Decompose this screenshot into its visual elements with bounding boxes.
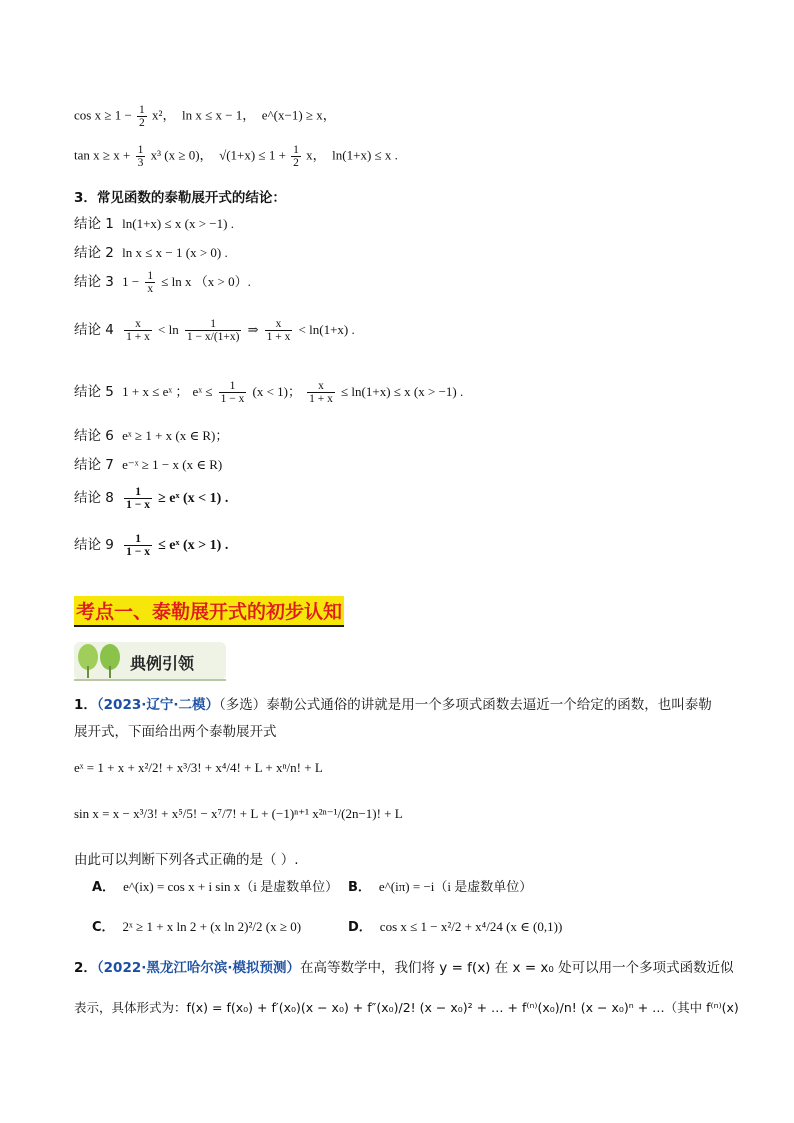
question-1-prompt: 由此可以判断下列各式正确的是（ ）. xyxy=(74,852,299,868)
fraction: $\frac{x}{1 + x}$ xyxy=(266,318,291,344)
question-text: 在高等数学中，我们将 y = f(x) 在 x = x₀ 处可以用一个多项式函数近似 xyxy=(300,960,734,976)
option-text: cos x ≤ 1 − x²/2 + x⁴/24 (x ∈ (0,1)) xyxy=(379,919,563,934)
fraction: $\frac{1}{1 - x}$ xyxy=(220,380,245,406)
conclusion-expr-post: ≤ ln x （x > 0）. xyxy=(161,274,251,290)
fraction: $\frac{1}{3}$ xyxy=(137,144,144,170)
fraction: $\frac{1}{2}$ xyxy=(293,144,299,170)
conclusion-expr-b-pre: eˣ ≤ xyxy=(192,384,213,400)
ineq-exp: e^(x−1) ≥ x， xyxy=(261,107,336,123)
fraction: $\frac{1}{x}$ xyxy=(147,270,154,296)
conclusion-expr-c-post: ≤ ln(1+x) ≤ x (x > −1) . xyxy=(341,384,464,400)
conclusion-4 xyxy=(74,318,355,343)
question-1-line-1 xyxy=(74,693,712,713)
conclusion-expr-implies: ⇒ xyxy=(247,322,259,338)
conclusion-label: 结论 9 xyxy=(74,537,114,554)
conclusion-2 xyxy=(74,241,228,261)
option-label: D． xyxy=(348,920,372,935)
conclusion-expr-post: ≤ eˣ (x > 1) . xyxy=(158,538,229,554)
question-1-line-2: 展开式，下面给出两个泰勒展开式 xyxy=(74,724,277,740)
conclusion-label: 结论 6 xyxy=(74,428,114,444)
heading-3: 3．常见函数的泰勒展开式的结论： xyxy=(74,190,286,206)
conclusion-expr-mid: < ln xyxy=(158,322,179,338)
question-number: 1． xyxy=(74,697,97,713)
question-source: （2023·辽宁·二模） xyxy=(96,697,219,713)
fraction: $\frac{x}{1 + x}$ xyxy=(309,380,333,406)
option-text: e^(iπ) = −i（i 是虚数单位） xyxy=(378,879,533,894)
ineq-ln1x: ln(1+x) ≤ x . xyxy=(332,147,398,163)
conclusion-expr: ln x ≤ x − 1 (x > 0) . xyxy=(122,245,228,260)
conclusion-label: 结论 4 xyxy=(74,322,114,339)
conclusion-label: 结论 7 xyxy=(74,457,114,473)
conclusion-1 xyxy=(74,212,234,232)
fraction: $\frac{x}{1 + x}$ xyxy=(126,318,150,344)
conclusion-label: 结论 2 xyxy=(74,245,114,261)
ineq-sqrt-pre: √(1+x) ≤ 1 + xyxy=(219,147,286,163)
conclusion-7 xyxy=(74,453,222,473)
conclusion-9 xyxy=(74,533,228,558)
option-text: 2ˣ ≥ 1 + x ln 2 + (x ln 2)²/2 (x ≥ 0) xyxy=(122,919,302,934)
ineq-ln: ln x ≤ x − 1， xyxy=(181,107,256,123)
ineq-tan-pre: tan x ≥ x + xyxy=(74,147,131,163)
question-2-line-2: 表示，具体形式为：f(x) = f(x₀) + f′(x₀)(x − x₀) + f″(x₀)/2! (x − x₀)² + … + f⁽ⁿ⁾(x₀)/n! (x − x₀)ⁿ + …（其中 f⁽ⁿ⁾(x) xyxy=(74,1000,739,1015)
option-d[interactable] xyxy=(348,916,562,935)
conclusion-expr-b-post: (x < 1)； xyxy=(252,384,301,400)
banner-title: 典例引领 xyxy=(130,654,195,673)
conclusion-expr: e⁻ˣ ≥ 1 − x (x ∈ R) xyxy=(122,457,223,472)
conclusion-label: 结论 3 xyxy=(74,274,114,291)
conclusion-8 xyxy=(74,486,228,511)
conclusion-expr: ln(1+x) ≤ x (x > −1) . xyxy=(122,216,234,231)
fraction: $\frac{1}{1 - x}$ xyxy=(126,486,150,512)
conclusion-expr: eˣ ≥ 1 + x (x ∈ R)； xyxy=(122,428,229,443)
option-label: A． xyxy=(92,880,116,895)
conclusion-expr-post: < ln(1+x) . xyxy=(298,322,355,338)
ineq-cos-pre: cos x ≥ 1 − xyxy=(74,107,132,123)
option-a[interactable] xyxy=(92,876,338,895)
conclusion-expr-post: ≥ eˣ (x < 1) . xyxy=(158,491,229,507)
fraction: $\frac{1}{1 - x}$ xyxy=(126,533,150,559)
fraction: $\frac{1}{1 - x/(1+x)}$ xyxy=(186,318,240,344)
conclusion-expr-a: 1 + x ≤ eˣ ； xyxy=(122,384,189,400)
conclusion-6 xyxy=(74,424,228,444)
section-title: 考点一、泰勒展开式的初步认知 xyxy=(74,596,344,627)
conclusion-label: 结论 8 xyxy=(74,490,114,507)
question-text: （多选）泰勒公式通俗的讲就是用一个多项式函数去逼近一个给定的函数，也叫泰勒 xyxy=(219,697,712,713)
option-label: C． xyxy=(92,920,115,935)
ineq-tan-post: x³ (x ≥ 0)， xyxy=(150,147,213,163)
ineq-sqrt-post: x， xyxy=(306,147,326,163)
option-label: B． xyxy=(348,880,371,895)
exp-series: eˣ = 1 + x + x²/2! + x³/3! + x⁴/4! + L + xⁿ/n! + L xyxy=(74,760,323,775)
option-b[interactable] xyxy=(348,876,532,895)
option-text: e^(ix) = cos x + i sin x（i 是虚数单位） xyxy=(123,879,339,894)
question-source: （2022·黑龙江哈尔滨·模拟预测） xyxy=(96,960,300,976)
inequality-row-1 xyxy=(74,104,336,129)
fraction: $\frac{1}{2}$ xyxy=(139,104,145,130)
question-2-line-1 xyxy=(74,956,734,976)
ineq-cos-post: x²， xyxy=(152,107,176,123)
option-c[interactable] xyxy=(92,916,301,935)
conclusion-expr-pre: 1 − xyxy=(122,274,140,290)
question-number: 2． xyxy=(74,960,97,976)
conclusion-label: 结论 5 xyxy=(74,384,114,401)
conclusion-label: 结论 1 xyxy=(74,216,114,232)
inequality-row-2 xyxy=(74,144,398,169)
conclusion-5 xyxy=(74,380,463,405)
conclusion-3 xyxy=(74,270,251,295)
sin-series: sin x = x − x³/3! + x⁵/5! − x⁷/7! + L + (−1)ⁿ⁺¹ x²ⁿ⁻¹/(2n−1)! + L xyxy=(74,806,403,821)
